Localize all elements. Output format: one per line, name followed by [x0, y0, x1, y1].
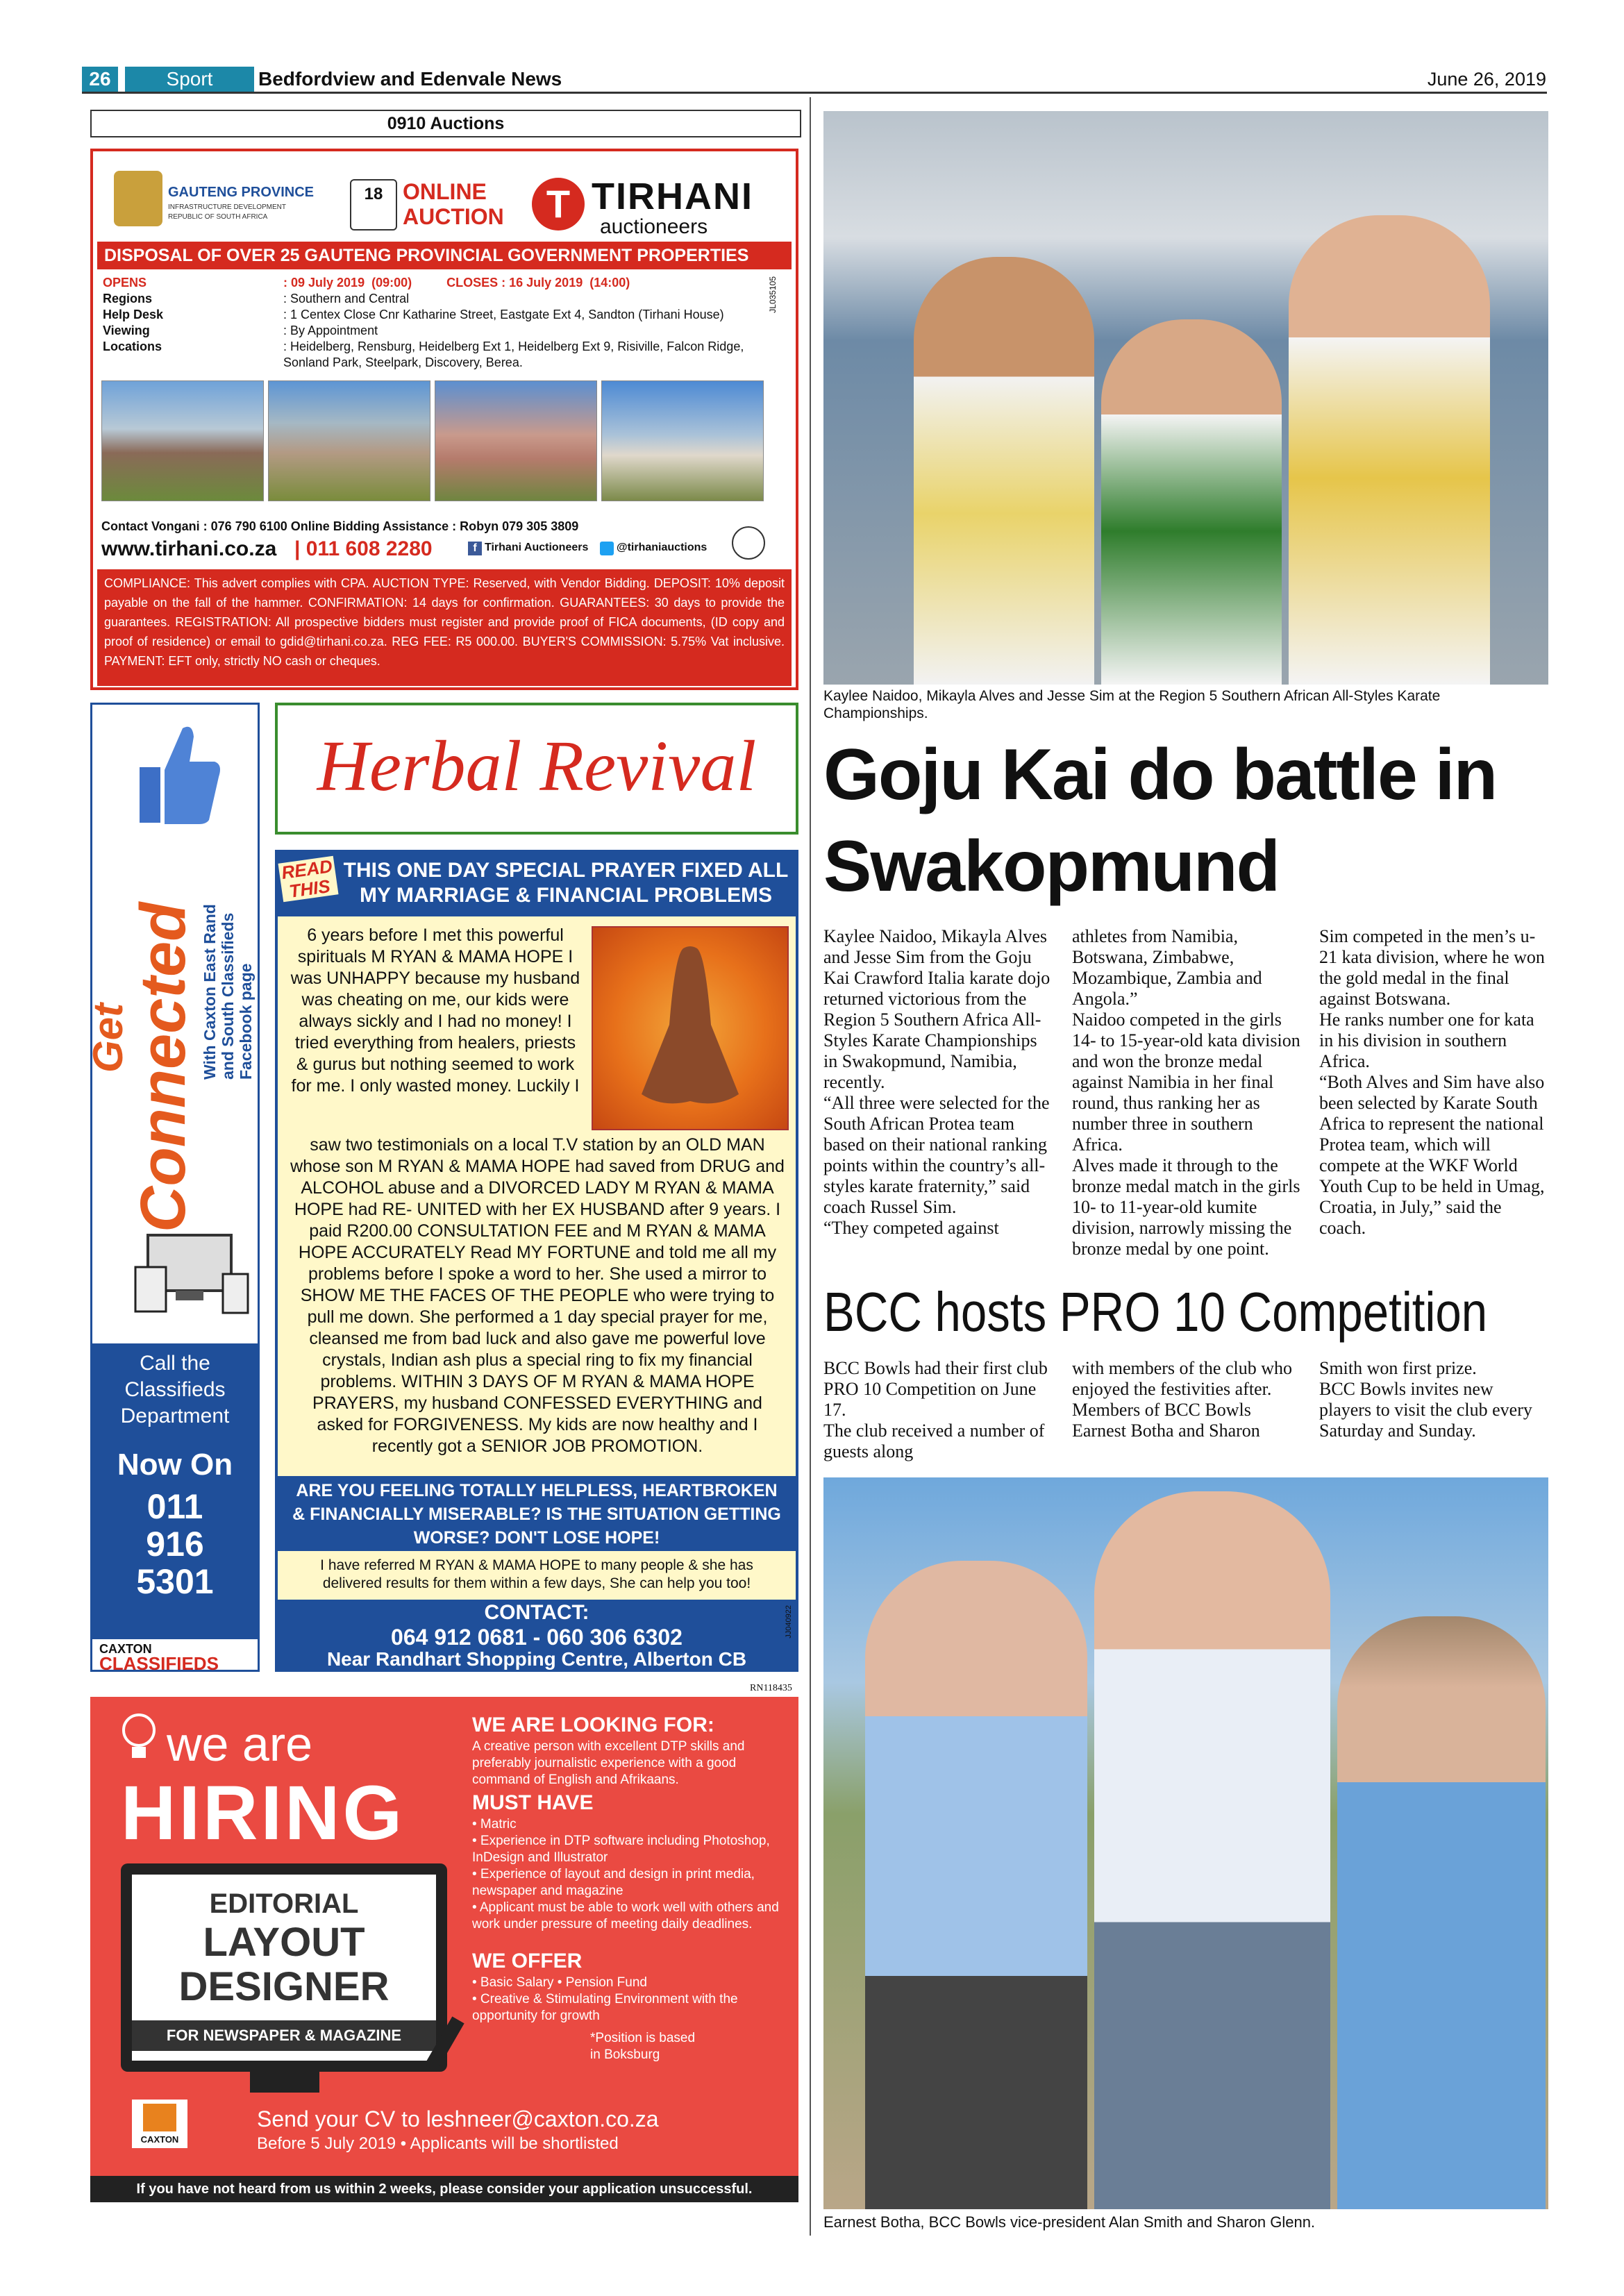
- classifieds-ad: [85, 703, 260, 1674]
- auction-phone: | 011 608 2280: [294, 537, 433, 560]
- athlete-3: [1289, 215, 1490, 685]
- detail-label: Locations: [103, 340, 162, 353]
- caxton-logo-icon: [132, 2100, 187, 2148]
- detail-viewing: [103, 323, 755, 339]
- detail-value: : Southern and Central: [283, 292, 410, 305]
- header-rule: [82, 92, 1547, 94]
- detail-value: : By Appointment: [283, 324, 378, 337]
- caxton-logo-label: CAXTON: [140, 2134, 179, 2145]
- twitter-icon: [600, 542, 614, 555]
- monitor-graphic: [121, 1863, 447, 2072]
- caxton-classifieds-logo: CLASSIFIEDS: [99, 1653, 219, 1674]
- detail-opens: [103, 275, 755, 291]
- hiring-text: HIRING: [121, 1770, 405, 1856]
- person-3: [1337, 1616, 1546, 2209]
- issue-date: June 26, 2019: [1427, 69, 1546, 90]
- thumbs-up-icon: [134, 719, 224, 830]
- get-text: Get: [85, 1003, 131, 1073]
- testimonial-top: 6 years before I met this powerful spirituals M RYAN & MAMA HOPE I was UNHAPPY because my husband was cheating on me, our kids were always sickly and I had no money! I tried everything from healers, priests & gurus but nothing seemed to work for me. I only wasted money. Luckily I: [290, 925, 580, 1096]
- facebook-page-text: With Caxton East Rand and South Classifieds Facebook page: [201, 904, 255, 1080]
- must-head: MUST HAVE: [472, 1791, 594, 1814]
- detail-value: : 1 Centex Close Cnr Katharine Street, Eastgate Ext 4, Sandton (Tirhani House): [283, 308, 724, 321]
- auction-banner: DISPOSAL OF OVER 25 GAUTENG PROVINCIAL GOVERNMENT PROPERTIES: [97, 242, 792, 269]
- auction-ad: [90, 149, 798, 690]
- auction-details: [103, 275, 755, 371]
- herbal-contact-panel: [278, 1600, 796, 1672]
- person-1: [865, 1561, 1087, 2209]
- social-facebook: Tirhani Auctioneers: [485, 542, 589, 553]
- publication-name: Bedfordview and Edenvale News: [258, 68, 562, 90]
- naa-badge-icon: [732, 526, 765, 560]
- online-auction-line1: ONLINE: [403, 179, 487, 204]
- deadline-text: Before 5 July 2019 • Applicants will be shortlisted: [257, 2134, 619, 2153]
- praying-hands-image: [592, 926, 789, 1130]
- position-note: *Position is based in Boksburg: [590, 2031, 696, 2062]
- auction-contact: Contact Vongani : 076 790 6100 Online Bidding Assistance : Robyn 079 305 3809: [101, 519, 579, 533]
- classifieds-phone: 011 916 5301: [136, 1487, 214, 1601]
- article1-headline: Goju Kai do battle in Swakopmund: [823, 735, 1497, 907]
- detail-regions: [103, 291, 755, 307]
- offer-items: • Basic Salary • Pension Fund • Creative & Stimulating Environment with the opportunity for growth: [472, 1975, 738, 2023]
- article2-headline: BCC hosts PRO 10 Competition: [823, 1281, 1488, 1343]
- herbal-ref-code: JJ040922: [785, 1605, 793, 1639]
- property-photo-1: [101, 380, 264, 501]
- screen-line1: EDITORIAL: [209, 1888, 359, 1919]
- looking-text: A creative person with excellent DTP skills and preferably journalistic experience with a good command of English and Afrikaans.: [472, 1739, 745, 1787]
- facebook-icon: f: [468, 542, 482, 555]
- social-twitter: @tirhaniauctions: [617, 542, 708, 553]
- athlete-2: [1101, 319, 1282, 685]
- herbal-banner: [275, 703, 798, 835]
- caxton-logo-mark: [143, 2104, 176, 2131]
- hiring-ad: [90, 1697, 798, 2176]
- detail-value: : 09 July 2019 (09:00) CLOSES : 16 July 2019 (14:00): [283, 276, 630, 290]
- article2-col2: with members of the club who enjoyed the festivities after. Members of BCC Bowls Earnest Botha and Sharon: [1072, 1358, 1292, 1441]
- call-text: Call the Classifieds Department: [120, 1352, 230, 1427]
- person-2: [1094, 1491, 1330, 2209]
- herbal-ad: [275, 703, 798, 1672]
- compliance-text: COMPLIANCE: This advert complies with CPA. AUCTION TYPE: Reserved, with Vendor Bidding. DEPOSIT: 10% deposit payable on the fall of the hammer. CONFIRMATION: 14 days for confirmation. GUARANTEES: 30 days to provide the guarantees. REGISTRATION: All prospective bidders must register and provide proof of FICA documents, (ID copy and proof of residence) or email to gdid@tirhani.co.za. REG FEE: R5 000.00. BUYER'S COMMISSION: 5.75% Vat inclusive. PAYMENT: EFT only, strictly NO cash or cheques.: [97, 569, 792, 686]
- property-photo-4: [601, 380, 764, 501]
- testimonial-bottom: saw two testimonials on a local T.V station by an OLD MAN whose son M RYAN & MAMA HOPE had saved from DRUG and ALCOHOL abuse and a DIVORCED LADY M RYAN & MAMA HOPE had RE- UNITED with her EX HUSBAND after 9 years. I paid R200.00 CONSULTATION FEE and M RYAN & MAMA HOPE ACCURATELY Read MY FORTUNE and told me all my problems before I spoke a word to her. She used a mirror to SHOW ME THE FACES OF THE PEOPLE who were trying to pull me down. She performed a 1 day special prayer for me, cleansed me from bad luck and also gave me powerful love crystals, Indian ash plus a special ring to fix my financial problems. WITHIN 3 DAYS OF M RYAN & MAMA HOPE PRAYERS, my husband CONFESSED EVERYTHING and asked for FORGIVENESS. My kids are now healthy and I recently got a SENIOR JOB PROMOTION.: [290, 1135, 785, 1456]
- monitor-stand: [250, 2072, 319, 2093]
- bowls-photo: [823, 1477, 1548, 2209]
- must-items: • Matric • Experience in DTP software including Photoshop, InDesign and Illustrator • Experience of layout and design in print media, newspaper and magazine • Applicant must be able to work well with others and work under pressure of meeting daily deadlines.: [472, 1817, 779, 1932]
- article1-col2: athletes from Namibia, Botswana, Zimbabwe, Mozambique, Zambia and Angola.” Naidoo competed in the girls 14- to 15-year-old kata division and won the bronze medal against Namibia in her final round, thus ranking her as number three in southern Africa. Alves made it through to the bronze medal match in the girls 10- to 11-year-old kumite division, narrowly missing the bronze medal by one point.: [1072, 926, 1300, 1259]
- detail-help-desk: [103, 307, 755, 323]
- athlete-1: [914, 257, 1094, 685]
- herbal-location: Near Randhart Shopping Centre, Alberton CB: [326, 1648, 747, 1670]
- gauteng-subtext: INFRASTRUCTURE DEVELOPMENT REPUBLIC OF SOUTH AFRICA: [168, 203, 287, 221]
- article2-col1: BCC Bowls had their first club PRO 10 Competition on June 17. The club received a number of guests along: [823, 1358, 1048, 1461]
- screen-line3: DESIGNER: [178, 1964, 390, 2009]
- tirhani-brand: TIRHANI: [592, 176, 753, 217]
- karate-photo: [823, 111, 1548, 685]
- detail-value: : Heidelberg, Rensburg, Heidelberg Ext 1, Heidelberg Ext 9, Risiville, Falcon Ridge, Sonland Park, Steelpark, Discovery, Berea.: [283, 340, 744, 369]
- herbal-referral: I have referred M RYAN & MAMA HOPE to many people & she has delivered results for them within a few days, She can help you too!: [320, 1557, 753, 1591]
- looking-head: WE ARE LOOKING FOR:: [472, 1713, 714, 1736]
- now-on-text: Now On: [117, 1448, 233, 1482]
- tirhani-sub: auctioneers: [600, 215, 708, 238]
- detail-label: Regions: [103, 292, 153, 305]
- section-tag: Sport: [125, 67, 254, 92]
- bowls-photo-caption: Earnest Botha, BCC Bowls vice-president Alan Smith and Sharon Glenn.: [823, 2213, 1316, 2231]
- caxton-small-logo: CAXTON: [99, 1642, 152, 1656]
- age-restriction-icon: 18: [350, 179, 397, 231]
- call-panel: [92, 1343, 258, 1639]
- detail-label: OPENS: [103, 276, 147, 290]
- online-auction-line2: AUCTION: [403, 204, 504, 229]
- gauteng-logo-text: GAUTENG PROVINCE: [168, 185, 315, 200]
- tirhani-logo-icon: T: [532, 178, 585, 231]
- read-this-label: READ THIS: [278, 856, 338, 903]
- column-divider: [810, 97, 811, 2236]
- herbal-body: [275, 850, 798, 1672]
- detail-label: Viewing: [103, 324, 150, 337]
- devices-icon: [134, 1232, 252, 1316]
- screen-line2: LAYOUT: [203, 1920, 365, 1965]
- hiring-ref-code: RN118435: [750, 1683, 792, 1693]
- gauteng-crest-icon: [114, 171, 162, 226]
- ref-code: JL035105: [768, 276, 778, 313]
- screen-sub: FOR NEWSPAPER & MAGAZINE: [132, 2020, 436, 2051]
- connected-text: Connected: [128, 902, 199, 1232]
- karate-photo-caption: Kaylee Naidoo, Mikayla Alves and Jesse Sim at the Region 5 Southern African All-Styles Karate Championships.: [823, 688, 1441, 721]
- detail-locations: [103, 339, 755, 371]
- auctions-section-label: 0910 Auctions: [90, 110, 801, 137]
- auction-website[interactable]: www.tirhani.co.za: [101, 537, 277, 560]
- page-number: 26: [82, 67, 118, 92]
- article2-col3: Smith won first prize. BCC Bowls invites new players to visit the club every Saturday and Sunday.: [1319, 1358, 1532, 1441]
- we-are-text: we are: [167, 1717, 313, 1771]
- article1-col1: Kaylee Naidoo, Mikayla Alves and Jesse Sim from the Goju Kai Crawford Italia karate dojo returned victorious from the Region 5 Southern Africa All-Styles Karate Championships in Swakopmund, Namibia, recently. “All three were selected for the South African Protea team based on their national ranking points within the country’s all-styles karate fraternity,” said coach Russel Sim. “They competed against: [823, 926, 1050, 1238]
- detail-label: Help Desk: [103, 308, 164, 321]
- property-photo-2: [268, 380, 430, 501]
- hiring-footer: If you have not heard from us within 2 weeks, please consider your application unsuccessful.: [90, 2176, 798, 2202]
- herbal-title: Herbal Revival: [317, 726, 757, 806]
- send-cv: Send your CV to leshneer@caxton.co.za: [257, 2106, 659, 2131]
- herbal-headline: THIS ONE DAY SPECIAL PRAYER FIXED ALL MY MARRIAGE & FINANCIAL PROBLEMS: [343, 859, 789, 907]
- herbal-question: ARE YOU FEELING TOTALLY HELPLESS, HEARTBROKEN & FINANCIALLY MISERABLE? IS THE SITUATION GETTING WORSE? DON'T LOSE HOPE!: [278, 1476, 796, 1551]
- offer-head: WE OFFER: [472, 1950, 583, 1972]
- contact-label: CONTACT:: [484, 1601, 589, 1624]
- contact-numbers[interactable]: 064 912 0681 - 060 306 6302: [391, 1625, 683, 1650]
- property-photo-3: [435, 380, 597, 501]
- lightbulb-icon: [118, 1709, 160, 1765]
- article1-col3: Sim competed in the men’s u-21 kata division, where he won the gold medal in the final against Botswana. He ranks number one for kata in his division in southern Africa. “Both Alves and Sim have also been selected by Karate South Africa to represent the national Protea team, which will compete at the WKF World Youth Cup to be held in Umag, Croatia, in July,” said the coach.: [1319, 926, 1545, 1238]
